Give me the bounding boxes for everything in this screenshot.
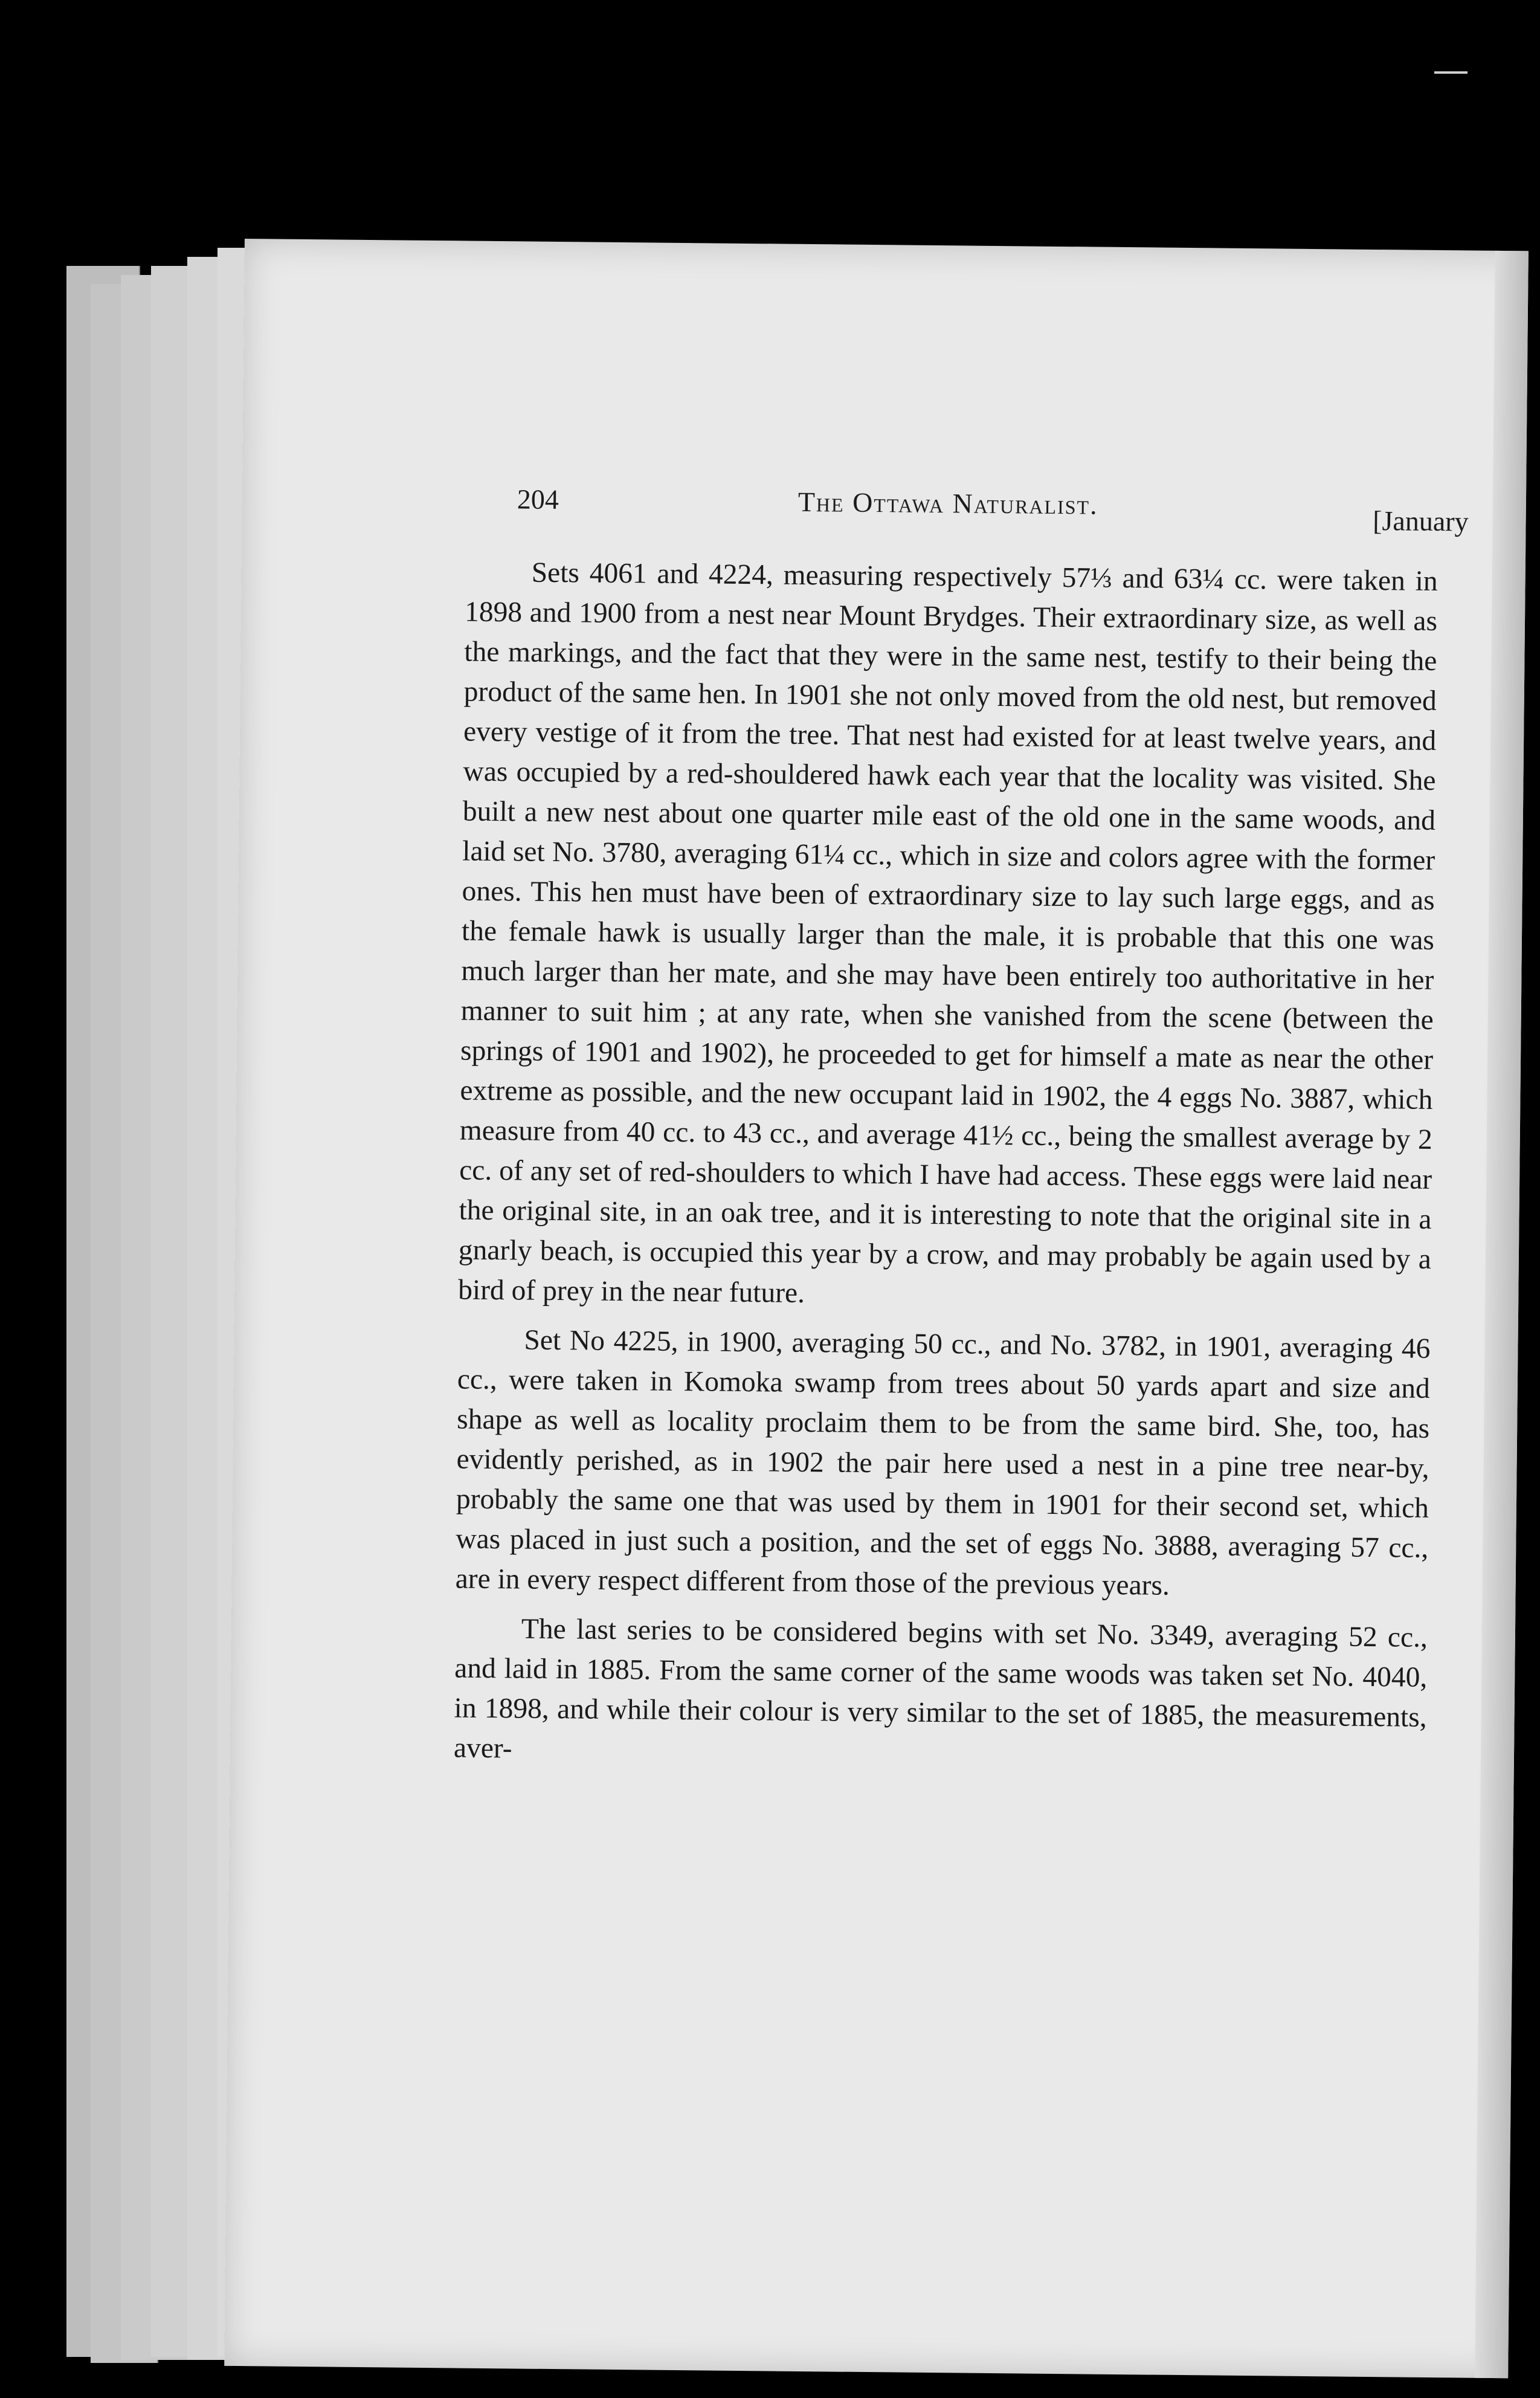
book-page <box>224 239 1529 2378</box>
paragraph: Sets 4061 and 4224, measuring respectively 57⅓ and 63¼ cc. were taken in 1898 and 1900 from a nest near Mount Brydges. Their extraordinary size, as well as the markings, and the fact that they were in the same nest, testify to their being the product of the same hen. In 1901 she not only moved from the old nest, but removed every vestige of it from the tree. That nest had existed for at least twelve years, and was occupied by a red-shouldered hawk each year that the locality was visited. She built a new nest about one quarter mile east of the old one in the same woods, and laid set No. 3780, averaging 61¼ cc., which in size and colors agree with the former ones. This hen must have been of extraordinary size to lay such large eggs, and as the female hawk is usually larger than the male, it is probable that this one was much larger than her mate, and she may have been entirely too authoritative in her manner to suit him ; at any rate, when she vanished from the scene (between the springs of 1901 and 1902), he proceeded to get for himself a mate as near the other extreme as possible, and the new occupant laid in 1902, the 4 eggs No. 3887, which measure from 40 cc. to 43 cc., and average 41½ cc., being the smallest average by 2 cc. of any set of red-shoulders to which I have had access. These eggs were laid near the original site, in an oak tree, and it is interesting to note that the original site in a gnarly beach, is occupied this year by a crow, and may probably be again used by a bird of prey in the near future. <box>458 557 1438 1309</box>
body-text <box>454 552 1438 1777</box>
paragraph: The last series to be considered begins with set No. 3349, averaging 52 cc., and laid in 1885. From the same corner of the same woods was taken set No. 4040, in 1898, and while their colour is very similar to the set of 1885, the measurements, aver- <box>453 1613 1428 1765</box>
paragraph: Set No 4225, in 1900, averaging 50 cc., and No. 3782, in 1901, averaging 46 cc., were taken in Komoka swamp from trees about 50 yards apart and size and shape as well as locality proclaim them to be from the same bird. She, too, has evidently perished, as in 1902 the pair here used a nest in a pine tree near-by, probably the same one that was used by them in 1901 for their second set, which was placed in just such a position, and the set of eggs No. 3888, averaging 57 cc., are in every respect different from those of the previous years. <box>455 1324 1431 1601</box>
journal-title: The Ottawa Naturalist. <box>797 486 1098 520</box>
page-binding-shadow <box>1475 251 1529 2378</box>
scan-mark <box>1434 71 1468 74</box>
issue-month: [January <box>1372 505 1469 537</box>
page-number: 204 <box>517 483 559 515</box>
running-head <box>517 483 1469 537</box>
